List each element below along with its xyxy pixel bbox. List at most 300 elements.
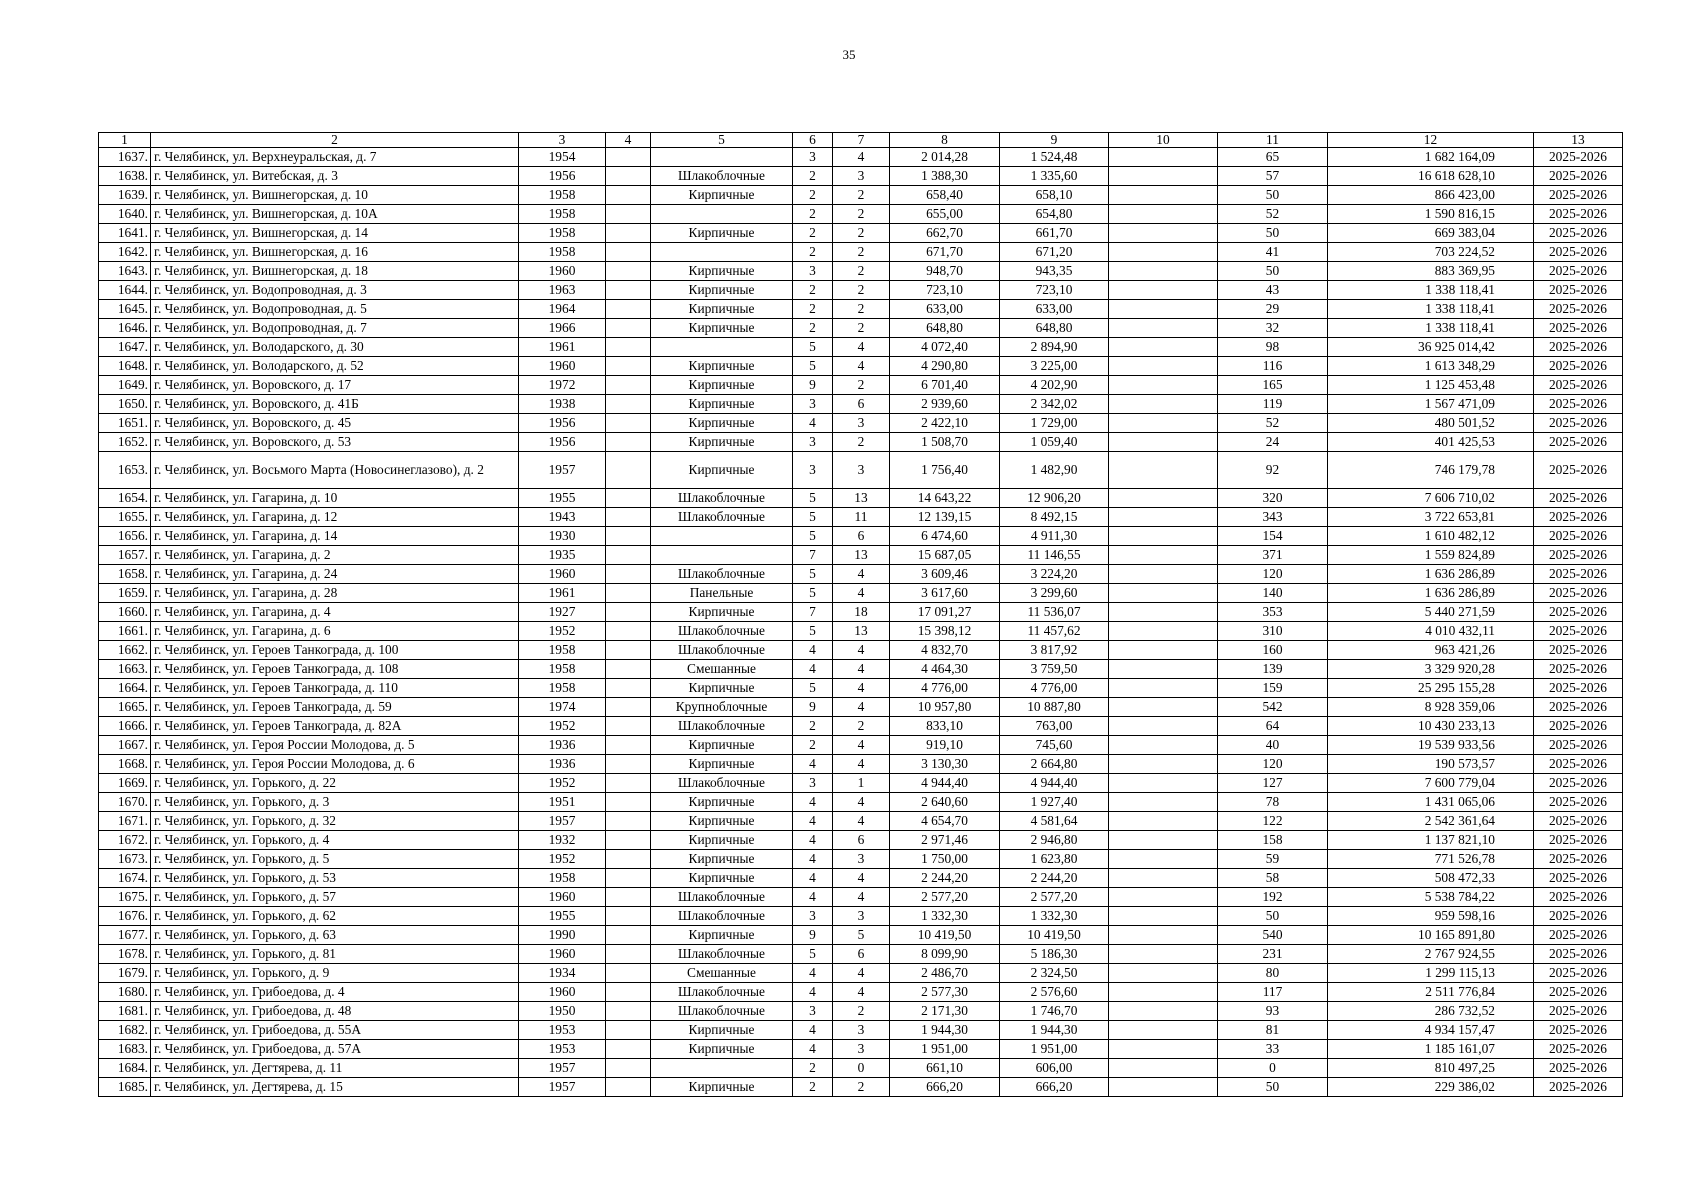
cell-address: г. Челябинск, ул. Дегтярева, д. 11 <box>151 1059 519 1078</box>
cell-address: г. Челябинск, ул. Горького, д. 81 <box>151 945 519 964</box>
cell-year-built: 1952 <box>519 774 606 793</box>
cell-floors: 2 <box>793 205 833 224</box>
cell-living-area: 10 419,50 <box>1000 926 1109 945</box>
cell-living-area: 1 482,90 <box>1000 452 1109 489</box>
cell-living-area: 2 576,60 <box>1000 983 1109 1002</box>
cell-living-area: 2 946,80 <box>1000 831 1109 850</box>
cell-cost: 1 137 821,10 <box>1328 831 1534 850</box>
cell-address: г. Челябинск, ул. Витебская, д. 3 <box>151 167 519 186</box>
table-row <box>99 395 1623 414</box>
column-header-period: 13 <box>1534 133 1623 148</box>
cell-total-area: 4 072,40 <box>890 338 1000 357</box>
cell-year-built: 1964 <box>519 300 606 319</box>
cell-living-area: 654,80 <box>1000 205 1109 224</box>
cell-wall-material: Шлакоблочные <box>651 167 793 186</box>
cell-entrances: 2 <box>833 1078 890 1097</box>
column-header-total-area: 8 <box>890 133 1000 148</box>
cell-col-10 <box>1109 850 1218 869</box>
table-row <box>99 850 1623 869</box>
column-header-row-number: 1 <box>99 133 151 148</box>
cell-entrances: 4 <box>833 812 890 831</box>
cell-row-number: 1639. <box>99 186 151 205</box>
cell-living-area: 4 202,90 <box>1000 376 1109 395</box>
cell-living-area: 1 059,40 <box>1000 433 1109 452</box>
cell-col-10 <box>1109 584 1218 603</box>
cell-col-10 <box>1109 338 1218 357</box>
table-row <box>99 357 1623 376</box>
column-header-wall-material: 5 <box>651 133 793 148</box>
cell-year-built: 1958 <box>519 186 606 205</box>
cell-total-area: 1 756,40 <box>890 452 1000 489</box>
cell-entrances: 4 <box>833 641 890 660</box>
cell-cost: 3 722 653,81 <box>1328 508 1534 527</box>
cell-year-built: 1990 <box>519 926 606 945</box>
cell-col-4 <box>606 546 651 565</box>
cell-cost: 4 010 432,11 <box>1328 622 1534 641</box>
cell-cost: 25 295 155,28 <box>1328 679 1534 698</box>
cell-living-area: 1 623,80 <box>1000 850 1109 869</box>
cell-total-area: 671,70 <box>890 243 1000 262</box>
cell-address: г. Челябинск, ул. Водопроводная, д. 7 <box>151 319 519 338</box>
cell-period: 2025-2026 <box>1534 1021 1623 1040</box>
cell-period: 2025-2026 <box>1534 622 1623 641</box>
cell-col-10 <box>1109 527 1218 546</box>
cell-living-area: 666,20 <box>1000 1078 1109 1097</box>
table-row <box>99 1078 1623 1097</box>
cell-floors: 4 <box>793 831 833 850</box>
cell-living-area: 3 759,50 <box>1000 660 1109 679</box>
cell-cost: 2 511 776,84 <box>1328 983 1534 1002</box>
cell-row-number: 1663. <box>99 660 151 679</box>
cell-wall-material: Шлакоблочные <box>651 717 793 736</box>
cell-entrances: 3 <box>833 850 890 869</box>
cell-wall-material: Кирпичные <box>651 869 793 888</box>
cell-floors: 4 <box>793 1040 833 1059</box>
cell-period: 2025-2026 <box>1534 338 1623 357</box>
cell-cost: 1 338 118,41 <box>1328 281 1534 300</box>
cell-address: г. Челябинск, ул. Гагарина, д. 12 <box>151 508 519 527</box>
column-header-entrances: 7 <box>833 133 890 148</box>
cell-year-built: 1956 <box>519 433 606 452</box>
cell-living-area: 658,10 <box>1000 186 1109 205</box>
cell-wall-material: Шлакоблочные <box>651 489 793 508</box>
cell-col-10 <box>1109 945 1218 964</box>
cell-living-area: 4 776,00 <box>1000 679 1109 698</box>
cell-total-area: 6 474,60 <box>890 527 1000 546</box>
cell-address: г. Челябинск, ул. Вишнегорская, д. 18 <box>151 262 519 281</box>
cell-residents: 140 <box>1218 584 1328 603</box>
column-header-year-built: 3 <box>519 133 606 148</box>
cell-col-4 <box>606 850 651 869</box>
cell-total-area: 17 091,27 <box>890 603 1000 622</box>
cell-year-built: 1960 <box>519 983 606 1002</box>
cell-col-10 <box>1109 395 1218 414</box>
cell-col-10 <box>1109 774 1218 793</box>
cell-address: г. Челябинск, ул. Водопроводная, д. 3 <box>151 281 519 300</box>
cell-address: г. Челябинск, ул. Воровского, д. 45 <box>151 414 519 433</box>
cell-entrances: 6 <box>833 831 890 850</box>
cell-year-built: 1950 <box>519 1002 606 1021</box>
cell-living-area: 2 664,80 <box>1000 755 1109 774</box>
cell-cost: 8 928 359,06 <box>1328 698 1534 717</box>
cell-address: г. Челябинск, ул. Горького, д. 22 <box>151 774 519 793</box>
cell-col-10 <box>1109 793 1218 812</box>
cell-cost: 746 179,78 <box>1328 452 1534 489</box>
cell-row-number: 1651. <box>99 414 151 433</box>
cell-year-built: 1951 <box>519 793 606 812</box>
cell-col-10 <box>1109 546 1218 565</box>
cell-residents: 165 <box>1218 376 1328 395</box>
cell-year-built: 1972 <box>519 376 606 395</box>
cell-entrances: 6 <box>833 527 890 546</box>
cell-entrances: 11 <box>833 508 890 527</box>
cell-entrances: 0 <box>833 1059 890 1078</box>
cell-floors: 5 <box>793 527 833 546</box>
cell-period: 2025-2026 <box>1534 812 1623 831</box>
cell-cost: 190 573,57 <box>1328 755 1534 774</box>
cell-total-area: 658,40 <box>890 186 1000 205</box>
cell-address: г. Челябинск, ул. Горького, д. 62 <box>151 907 519 926</box>
table-row <box>99 774 1623 793</box>
cell-year-built: 1956 <box>519 167 606 186</box>
cell-residents: 353 <box>1218 603 1328 622</box>
cell-cost: 963 421,26 <box>1328 641 1534 660</box>
cell-entrances: 1 <box>833 774 890 793</box>
cell-row-number: 1679. <box>99 964 151 983</box>
cell-period: 2025-2026 <box>1534 926 1623 945</box>
cell-residents: 29 <box>1218 300 1328 319</box>
cell-total-area: 15 687,05 <box>890 546 1000 565</box>
cell-total-area: 2 244,20 <box>890 869 1000 888</box>
cell-living-area: 3 817,92 <box>1000 641 1109 660</box>
cell-address: г. Челябинск, ул. Гагарина, д. 14 <box>151 527 519 546</box>
cell-cost: 1 338 118,41 <box>1328 319 1534 338</box>
cell-row-number: 1658. <box>99 565 151 584</box>
cell-entrances: 13 <box>833 546 890 565</box>
cell-entrances: 6 <box>833 395 890 414</box>
cell-cost: 1 559 824,89 <box>1328 546 1534 565</box>
cell-cost: 959 598,16 <box>1328 907 1534 926</box>
cell-cost: 1 338 118,41 <box>1328 300 1534 319</box>
cell-year-built: 1930 <box>519 527 606 546</box>
cell-col-4 <box>606 262 651 281</box>
cell-col-10 <box>1109 357 1218 376</box>
cell-col-10 <box>1109 281 1218 300</box>
cell-living-area: 11 457,62 <box>1000 622 1109 641</box>
cell-residents: 80 <box>1218 964 1328 983</box>
cell-cost: 866 423,00 <box>1328 186 1534 205</box>
cell-year-built: 1932 <box>519 831 606 850</box>
cell-address: г. Челябинск, ул. Верхнеуральская, д. 7 <box>151 148 519 167</box>
cell-entrances: 3 <box>833 167 890 186</box>
cell-living-area: 648,80 <box>1000 319 1109 338</box>
cell-floors: 3 <box>793 452 833 489</box>
cell-residents: 120 <box>1218 565 1328 584</box>
cell-year-built: 1960 <box>519 888 606 907</box>
cell-col-10 <box>1109 262 1218 281</box>
cell-col-10 <box>1109 565 1218 584</box>
cell-residents: 540 <box>1218 926 1328 945</box>
cell-residents: 93 <box>1218 1002 1328 1021</box>
cell-entrances: 18 <box>833 603 890 622</box>
cell-wall-material: Кирпичные <box>651 1040 793 1059</box>
cell-row-number: 1654. <box>99 489 151 508</box>
cell-row-number: 1670. <box>99 793 151 812</box>
cell-address: г. Челябинск, ул. Гагарина, д. 10 <box>151 489 519 508</box>
cell-address: г. Челябинск, ул. Героя России Молодова, д. 5 <box>151 736 519 755</box>
cell-col-10 <box>1109 964 1218 983</box>
cell-total-area: 2 577,20 <box>890 888 1000 907</box>
cell-residents: 50 <box>1218 262 1328 281</box>
cell-residents: 33 <box>1218 1040 1328 1059</box>
cell-year-built: 1955 <box>519 907 606 926</box>
cell-cost: 7 600 779,04 <box>1328 774 1534 793</box>
cell-total-area: 648,80 <box>890 319 1000 338</box>
cell-address: г. Челябинск, ул. Гагарина, д. 6 <box>151 622 519 641</box>
cell-floors: 4 <box>793 414 833 433</box>
cell-col-10 <box>1109 869 1218 888</box>
cell-address: г. Челябинск, ул. Вишнегорская, д. 10А <box>151 205 519 224</box>
cell-floors: 4 <box>793 755 833 774</box>
cell-residents: 192 <box>1218 888 1328 907</box>
cell-period: 2025-2026 <box>1534 584 1623 603</box>
cell-total-area: 4 776,00 <box>890 679 1000 698</box>
cell-col-4 <box>606 926 651 945</box>
column-header-living-area: 9 <box>1000 133 1109 148</box>
cell-col-4 <box>606 793 651 812</box>
cell-year-built: 1955 <box>519 489 606 508</box>
cell-residents: 158 <box>1218 831 1328 850</box>
cell-address: г. Челябинск, ул. Володарского, д. 52 <box>151 357 519 376</box>
cell-floors: 5 <box>793 565 833 584</box>
cell-total-area: 919,10 <box>890 736 1000 755</box>
cell-cost: 508 472,33 <box>1328 869 1534 888</box>
cell-period: 2025-2026 <box>1534 641 1623 660</box>
cell-col-4 <box>606 489 651 508</box>
cell-col-10 <box>1109 679 1218 698</box>
cell-entrances: 3 <box>833 452 890 489</box>
cell-address: г. Челябинск, ул. Горького, д. 3 <box>151 793 519 812</box>
cell-residents: 371 <box>1218 546 1328 565</box>
cell-address: г. Челябинск, ул. Воровского, д. 41Б <box>151 395 519 414</box>
cell-total-area: 2 939,60 <box>890 395 1000 414</box>
cell-col-4 <box>606 148 651 167</box>
cell-col-4 <box>606 888 651 907</box>
cell-period: 2025-2026 <box>1534 205 1623 224</box>
cell-total-area: 1 388,30 <box>890 167 1000 186</box>
cell-wall-material: Кирпичные <box>651 736 793 755</box>
cell-floors: 4 <box>793 964 833 983</box>
cell-address: г. Челябинск, ул. Гагарина, д. 28 <box>151 584 519 603</box>
cell-period: 2025-2026 <box>1534 983 1623 1002</box>
cell-address: г. Челябинск, ул. Горького, д. 53 <box>151 869 519 888</box>
cell-period: 2025-2026 <box>1534 1002 1623 1021</box>
cell-residents: 41 <box>1218 243 1328 262</box>
cell-wall-material: Кирпичные <box>651 1078 793 1097</box>
cell-address: г. Челябинск, ул. Горького, д. 4 <box>151 831 519 850</box>
cell-wall-material: Шлакоблочные <box>651 641 793 660</box>
cell-col-4 <box>606 755 651 774</box>
cell-entrances: 3 <box>833 907 890 926</box>
cell-col-10 <box>1109 489 1218 508</box>
cell-entrances: 4 <box>833 755 890 774</box>
cell-address: г. Челябинск, ул. Горького, д. 63 <box>151 926 519 945</box>
cell-row-number: 1680. <box>99 983 151 1002</box>
cell-col-4 <box>606 622 651 641</box>
cell-living-area: 12 906,20 <box>1000 489 1109 508</box>
cell-col-10 <box>1109 755 1218 774</box>
cell-year-built: 1943 <box>519 508 606 527</box>
cell-row-number: 1666. <box>99 717 151 736</box>
cell-period: 2025-2026 <box>1534 964 1623 983</box>
cell-wall-material: Кирпичные <box>651 357 793 376</box>
cell-period: 2025-2026 <box>1534 850 1623 869</box>
cell-total-area: 2 486,70 <box>890 964 1000 983</box>
cell-entrances: 2 <box>833 186 890 205</box>
table-row <box>99 414 1623 433</box>
cell-cost: 5 440 271,59 <box>1328 603 1534 622</box>
cell-floors: 3 <box>793 433 833 452</box>
cell-period: 2025-2026 <box>1534 945 1623 964</box>
cell-cost: 229 386,02 <box>1328 1078 1534 1097</box>
cell-wall-material: Кирпичные <box>651 679 793 698</box>
cell-row-number: 1675. <box>99 888 151 907</box>
cell-floors: 5 <box>793 622 833 641</box>
cell-col-10 <box>1109 167 1218 186</box>
cell-col-10 <box>1109 319 1218 338</box>
cell-cost: 1 682 164,09 <box>1328 148 1534 167</box>
header-row <box>99 133 1623 148</box>
cell-floors: 2 <box>793 1059 833 1078</box>
cell-row-number: 1645. <box>99 300 151 319</box>
page-number: 35 <box>842 47 856 62</box>
cell-total-area: 633,00 <box>890 300 1000 319</box>
cell-residents: 92 <box>1218 452 1328 489</box>
cell-floors: 9 <box>793 698 833 717</box>
cell-col-4 <box>606 736 651 755</box>
cell-col-4 <box>606 1040 651 1059</box>
cell-living-area: 10 887,80 <box>1000 698 1109 717</box>
cell-floors: 2 <box>793 300 833 319</box>
cell-col-10 <box>1109 243 1218 262</box>
cell-living-area: 3 225,00 <box>1000 357 1109 376</box>
cell-year-built: 1958 <box>519 869 606 888</box>
cell-living-area: 1 524,48 <box>1000 148 1109 167</box>
table-row <box>99 167 1623 186</box>
cell-year-built: 1974 <box>519 698 606 717</box>
cell-period: 2025-2026 <box>1534 357 1623 376</box>
cell-living-area: 1 332,30 <box>1000 907 1109 926</box>
cell-cost: 480 501,52 <box>1328 414 1534 433</box>
cell-entrances: 3 <box>833 1040 890 1059</box>
cell-floors: 4 <box>793 850 833 869</box>
cell-col-4 <box>606 300 651 319</box>
cell-living-area: 1 335,60 <box>1000 167 1109 186</box>
cell-year-built: 1960 <box>519 565 606 584</box>
cell-total-area: 661,10 <box>890 1059 1000 1078</box>
cell-period: 2025-2026 <box>1534 148 1623 167</box>
cell-entrances: 4 <box>833 793 890 812</box>
cell-cost: 1 185 161,07 <box>1328 1040 1534 1059</box>
table-row <box>99 983 1623 1002</box>
cell-address: г. Челябинск, ул. Грибоедова, д. 57А <box>151 1040 519 1059</box>
cell-cost: 1 636 286,89 <box>1328 584 1534 603</box>
cell-col-4 <box>606 964 651 983</box>
table-row <box>99 812 1623 831</box>
cell-total-area: 1 332,30 <box>890 907 1000 926</box>
cell-floors: 2 <box>793 281 833 300</box>
cell-year-built: 1934 <box>519 964 606 983</box>
cell-cost: 1 567 471,09 <box>1328 395 1534 414</box>
table-row <box>99 1002 1623 1021</box>
cell-row-number: 1657. <box>99 546 151 565</box>
cell-living-area: 11 146,55 <box>1000 546 1109 565</box>
cell-floors: 4 <box>793 888 833 907</box>
cell-year-built: 1938 <box>519 395 606 414</box>
cell-total-area: 14 643,22 <box>890 489 1000 508</box>
cell-total-area: 3 130,30 <box>890 755 1000 774</box>
cell-floors: 3 <box>793 148 833 167</box>
cell-row-number: 1641. <box>99 224 151 243</box>
cell-col-10 <box>1109 452 1218 489</box>
cell-wall-material <box>651 527 793 546</box>
cell-row-number: 1648. <box>99 357 151 376</box>
cell-row-number: 1649. <box>99 376 151 395</box>
cell-year-built: 1952 <box>519 717 606 736</box>
cell-col-4 <box>606 945 651 964</box>
cell-period: 2025-2026 <box>1534 452 1623 489</box>
cell-year-built: 1958 <box>519 205 606 224</box>
cell-entrances: 2 <box>833 300 890 319</box>
table-row <box>99 452 1623 489</box>
cell-living-area: 1 746,70 <box>1000 1002 1109 1021</box>
cell-wall-material: Кирпичные <box>651 376 793 395</box>
cell-wall-material: Шлакоблочные <box>651 565 793 584</box>
cell-year-built: 1958 <box>519 660 606 679</box>
cell-address: г. Челябинск, ул. Воровского, д. 53 <box>151 433 519 452</box>
cell-living-area: 2 342,02 <box>1000 395 1109 414</box>
table-row <box>99 148 1623 167</box>
cell-wall-material: Кирпичные <box>651 186 793 205</box>
cell-cost: 16 618 628,10 <box>1328 167 1534 186</box>
cell-wall-material: Кирпичные <box>651 812 793 831</box>
table-row <box>99 888 1623 907</box>
cell-entrances: 4 <box>833 338 890 357</box>
cell-floors: 7 <box>793 603 833 622</box>
cell-floors: 5 <box>793 679 833 698</box>
cell-total-area: 4 832,70 <box>890 641 1000 660</box>
cell-living-area: 3 224,20 <box>1000 565 1109 584</box>
cell-year-built: 1953 <box>519 1021 606 1040</box>
cell-wall-material: Шлакоблочные <box>651 774 793 793</box>
cell-row-number: 1667. <box>99 736 151 755</box>
cell-year-built: 1963 <box>519 281 606 300</box>
cell-entrances: 3 <box>833 1021 890 1040</box>
cell-row-number: 1656. <box>99 527 151 546</box>
cell-col-4 <box>606 167 651 186</box>
cell-entrances: 4 <box>833 660 890 679</box>
cell-floors: 3 <box>793 1002 833 1021</box>
cell-year-built: 1954 <box>519 148 606 167</box>
cell-year-built: 1958 <box>519 641 606 660</box>
cell-wall-material: Кирпичные <box>651 793 793 812</box>
cell-period: 2025-2026 <box>1534 603 1623 622</box>
table-row <box>99 243 1623 262</box>
cell-entrances: 4 <box>833 888 890 907</box>
cell-period: 2025-2026 <box>1534 907 1623 926</box>
cell-cost: 1 610 482,12 <box>1328 527 1534 546</box>
cell-address: г. Челябинск, ул. Героев Танкограда, д. 59 <box>151 698 519 717</box>
